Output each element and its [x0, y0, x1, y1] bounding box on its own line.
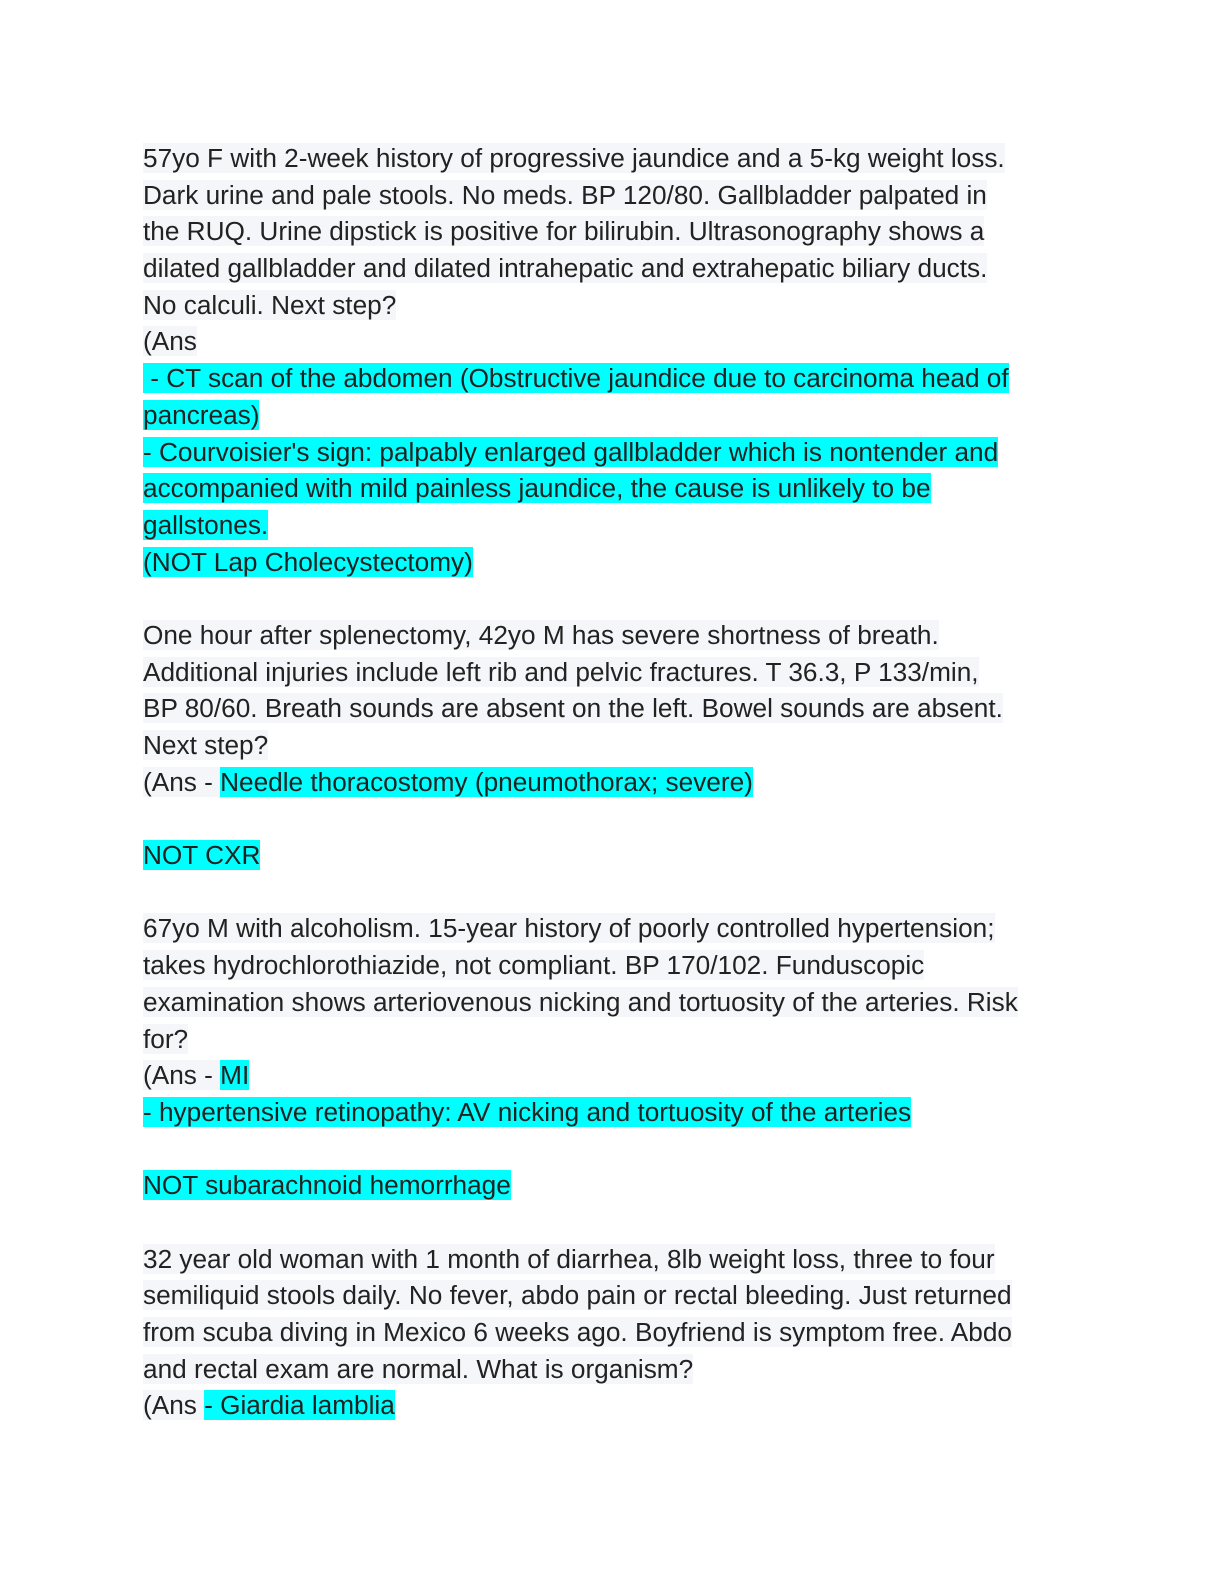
question-text-line: No calculi. Next step?	[143, 289, 397, 320]
answer-prefix: (Ans -	[143, 766, 221, 797]
answer-highlight-line: (NOT Lap Cholecystectomy)	[143, 546, 473, 577]
answer-prefix: (Ans	[143, 1390, 205, 1421]
answer-prefix: (Ans	[143, 326, 197, 357]
question-text-line: Additional injuries include left rib and pelvic fractures. T 36.3, P 133/min,	[143, 656, 979, 687]
question-text-line: Next step?	[143, 730, 269, 760]
answer-highlight: Needle thoracostomy (pneumothorax; severe)	[220, 766, 753, 797]
answer-highlight-line: - hypertensive retinopathy: AV nicking and tortuosity of the arteries	[143, 1096, 912, 1127]
question-text-line: dilated gallbladder and dilated intrahepatic and extrahepatic biliary ducts.	[143, 253, 988, 284]
answer-highlight-line: pancreas)	[143, 399, 260, 430]
blank-line	[143, 580, 1103, 617]
question-text-line: for?	[143, 1023, 189, 1054]
question-text-line: and rectal exam are normal. What is organism?	[143, 1353, 694, 1384]
blank-line	[143, 1204, 1103, 1241]
answer-highlight: MI	[220, 1060, 250, 1091]
answer-prefix: (Ans -	[143, 1060, 221, 1091]
answer-highlight-line: - Courvoisier's sign: palpably enlarged gallbladder which is nontender and	[143, 436, 999, 467]
answer-highlight-line: gallstones.	[143, 509, 269, 540]
question-text-line: takes hydrochlorothiazide, not compliant. BP 170/102. Funduscopic	[143, 950, 925, 981]
question-text-line: 32 year old woman with 1 month of diarrhea, 8lb weight loss, three to four	[143, 1243, 995, 1274]
answer-highlight-line: accompanied with mild painless jaundice, the cause is unlikely to be	[143, 473, 931, 504]
question-text-line: examination shows arteriovenous nicking and tortuosity of the arteries. Risk	[143, 986, 1018, 1017]
answer-highlight: - Giardia lamblia	[204, 1390, 395, 1421]
question-text-line: semiliquid stools daily. No fever, abdo pain or rectal bleeding. Just returned	[143, 1280, 1012, 1311]
question-text-line: 57yo F with 2-week history of progressive jaundice and a 5-kg weight loss.	[143, 143, 1005, 173]
question-text-line: Dark urine and pale stools. No meds. BP 120/80. Gallbladder palpated in	[143, 179, 987, 210]
not-answer-highlight: NOT subarachnoid hemorrhage	[143, 1170, 511, 1201]
blank-line	[143, 800, 1103, 837]
question-1	[143, 140, 1103, 580]
blank-line	[143, 1131, 1103, 1168]
answer-highlight-line: - CT scan of the abdomen (Obstructive jaundice due to carcinoma head of	[143, 363, 1009, 394]
blank-line	[143, 874, 1103, 911]
question-3	[143, 910, 1103, 1204]
not-answer-highlight: NOT CXR	[143, 840, 261, 871]
question-2	[143, 617, 1103, 874]
question-4	[143, 1241, 1103, 1424]
document-page	[143, 140, 1103, 1424]
question-text-line: BP 80/60. Breath sounds are absent on the left. Bowel sounds are absent.	[143, 693, 1003, 724]
question-text-line: from scuba diving in Mexico 6 weeks ago. Boyfriend is symptom free. Abdo	[143, 1317, 1012, 1347]
question-text-line: the RUQ. Urine dipstick is positive for bilirubin. Ultrasonography shows a	[143, 216, 985, 247]
question-text-line: 67yo M with alcoholism. 15-year history of poorly controlled hypertension;	[143, 913, 995, 944]
question-text-line: One hour after splenectomy, 42yo M has severe shortness of breath.	[143, 619, 939, 650]
